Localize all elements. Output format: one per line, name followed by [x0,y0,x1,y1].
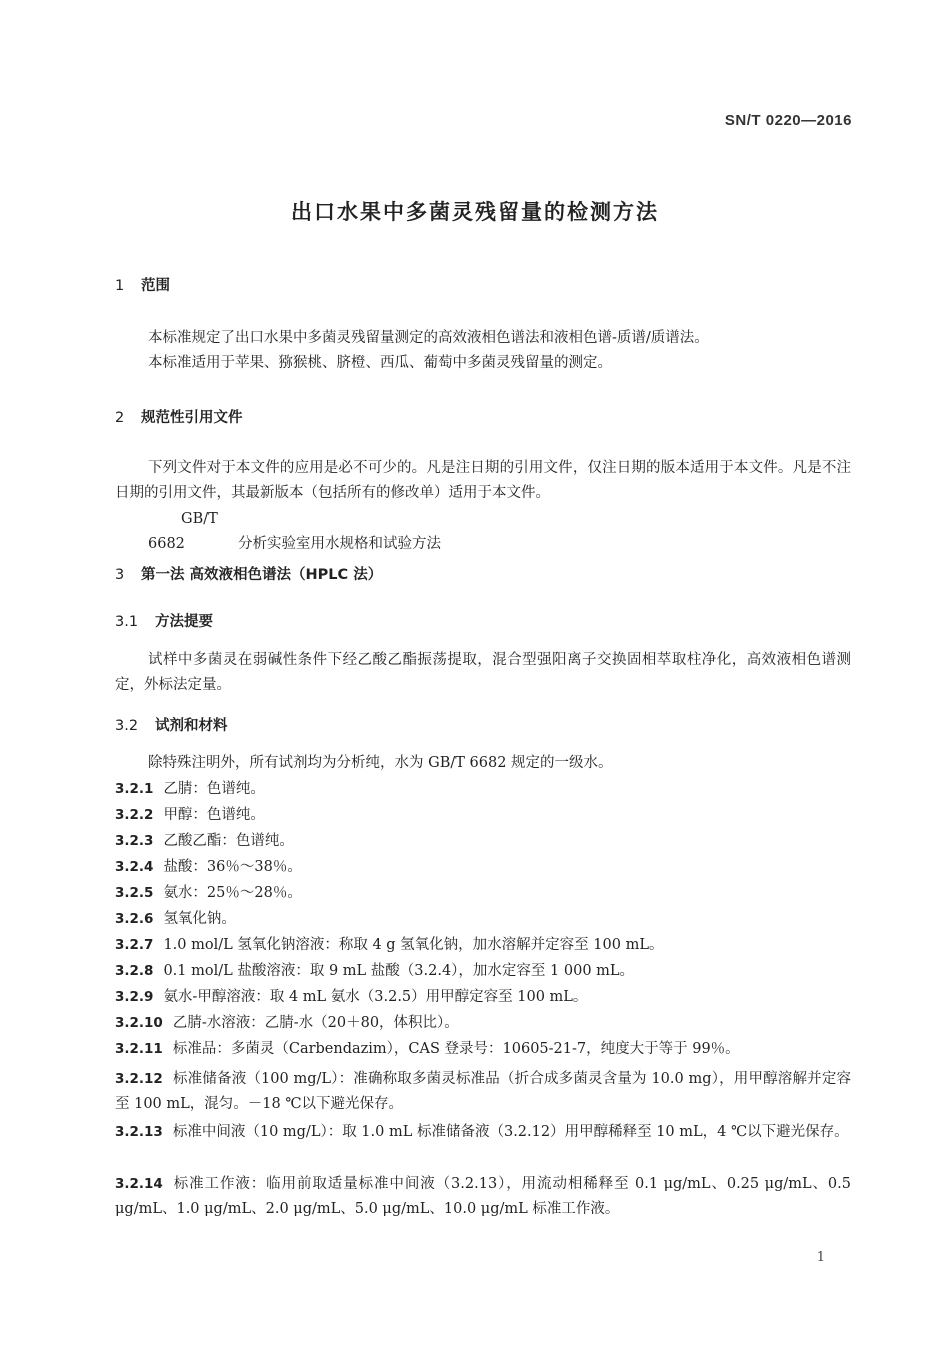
section-1-paragraph-2: 本标准适用于苹果、猕猴桃、脐橙、西瓜、葡萄中多菌灵残留量的测定。 [148,355,612,371]
section-number: 3.1 [115,614,139,630]
list-item [115,1120,851,1145]
section-number: 2 [115,410,125,426]
reference-title: 分析实验室用水规格和试验方法 [238,536,441,552]
section-number: 1 [115,278,125,294]
section-3-1-heading [115,610,213,631]
list-item [115,933,851,958]
item-text: 甲醇：色谱纯。 [163,807,265,823]
item-text: 标准品：多菌灵（Carbendazim），CAS 登录号：10605-21-7，纯度大于等于 99％。 [172,1041,740,1057]
section-2-heading [115,406,243,427]
list-item [115,959,851,984]
reference-code: GB/T 6682 [148,511,218,552]
list-item [115,777,851,802]
section-3-heading [115,563,382,584]
section-3-1-paragraph: 试样中多菌灵在弱碱性条件下经乙酸乙酯振荡提取，混合型强阳离子交换固相萃取柱净化，高效液相色谱测定，外标法定量。 [115,652,851,693]
item-text: 盐酸：36％～38％。 [163,859,302,875]
item-number: 3.2.14 [115,1176,163,1192]
section-2-paragraph-1: 下列文件对于本文件的应用是必不可少的。凡是注日期的引用文件，仅注日期的版本适用于本文件。凡是不注日期的引用文件，其最新版本（包括所有的修改单）适用于本文件。 [115,460,851,501]
section-number: 3.2 [115,718,139,734]
item-text: 乙酸乙酯：色谱纯。 [163,833,294,849]
document-title: 出口水果中多菌灵残留量的检测方法 [291,200,659,224]
section-title: 方法提要 [155,614,213,630]
item-number: 3.2.11 [115,1041,163,1057]
section-title: 范围 [141,278,170,294]
item-number: 3.2.1 [115,781,154,797]
item-text: 氢氧化钠。 [163,911,236,927]
normative-reference [115,507,851,557]
list-item [115,1067,851,1117]
list-item [115,829,851,854]
list-item [115,985,851,1010]
item-number: 3.2.3 [115,833,154,849]
page-number: 1 [816,1250,825,1265]
section-3-2-paragraph: 除特殊注明外，所有试剂均为分析纯，水为 GB/T 6682 规定的一级水。 [148,755,613,771]
item-number: 3.2.2 [115,807,154,823]
standard-code: SN/T 0220—2016 [724,112,852,129]
item-text: 乙腈：色谱纯。 [163,781,265,797]
section-title: 规范性引用文件 [141,410,243,426]
item-number: 3.2.12 [115,1071,163,1087]
item-text: 标准中间液（10 mg/L）：取 1.0 mL 标准储备液（3.2.12）用甲醇稀释至 10 mL，4 ℃以下避光保存。 [172,1124,849,1140]
list-item [115,1011,851,1036]
item-number: 3.2.13 [115,1124,163,1140]
item-text: 乙腈-水溶液：乙腈-水（20＋80，体积比）。 [172,1015,459,1031]
item-number: 3.2.4 [115,859,154,875]
section-number: 3 [115,567,125,583]
section-1-paragraph-1: 本标准规定了出口水果中多菌灵残留量测定的高效液相色谱法和液相色谱-质谱/质谱法。 [148,330,709,346]
list-item [115,881,851,906]
item-number: 3.2.9 [115,989,154,1005]
item-text: 标准储备液（100 mg/L）：准确称取多菌灵标准品（折合成多菌灵含量为 10.0 mg），用甲醇溶解并定容至 100 mL，混匀。－18 ℃以下避光保存。 [115,1071,851,1112]
item-text: 氨水-甲醇溶液：取 4 mL 氨水（3.2.5）用甲醇定容至 100 mL。 [163,989,588,1005]
item-text: 0.1 mol/L 盐酸溶液：取 9 mL 盐酸（3.2.4），加水定容至 1 000 mL。 [163,963,635,979]
item-number: 3.2.6 [115,911,154,927]
item-text: 1.0 mol/L 氢氧化钠溶液：称取 4 g 氢氧化钠，加水溶解并定容至 100 mL。 [163,937,664,953]
item-text: 氨水：25％～28％。 [163,885,302,901]
item-number: 3.2.10 [115,1015,163,1031]
list-item [115,855,851,880]
item-text: 标准工作液：临用前取适量标准中间液（3.2.13），用流动相稀释至 0.1 μg/mL、0.25 μg/mL、0.5 μg/mL、1.0 μg/mL、2.0 μg/mL、5.0 μg/mL、10.0 μg/mL 标准工作液。 [115,1176,851,1217]
section-title: 试剂和材料 [155,718,228,734]
section-title: 第一法 高效液相色谱法（HPLC 法） [141,567,383,583]
item-number: 3.2.5 [115,885,154,901]
list-item [115,907,851,932]
section-3-2-heading [115,714,228,735]
list-item [115,803,851,828]
list-item [115,1172,851,1222]
item-number: 3.2.7 [115,937,154,953]
section-1-heading [115,274,170,295]
list-item [115,1037,851,1062]
item-number: 3.2.8 [115,963,154,979]
